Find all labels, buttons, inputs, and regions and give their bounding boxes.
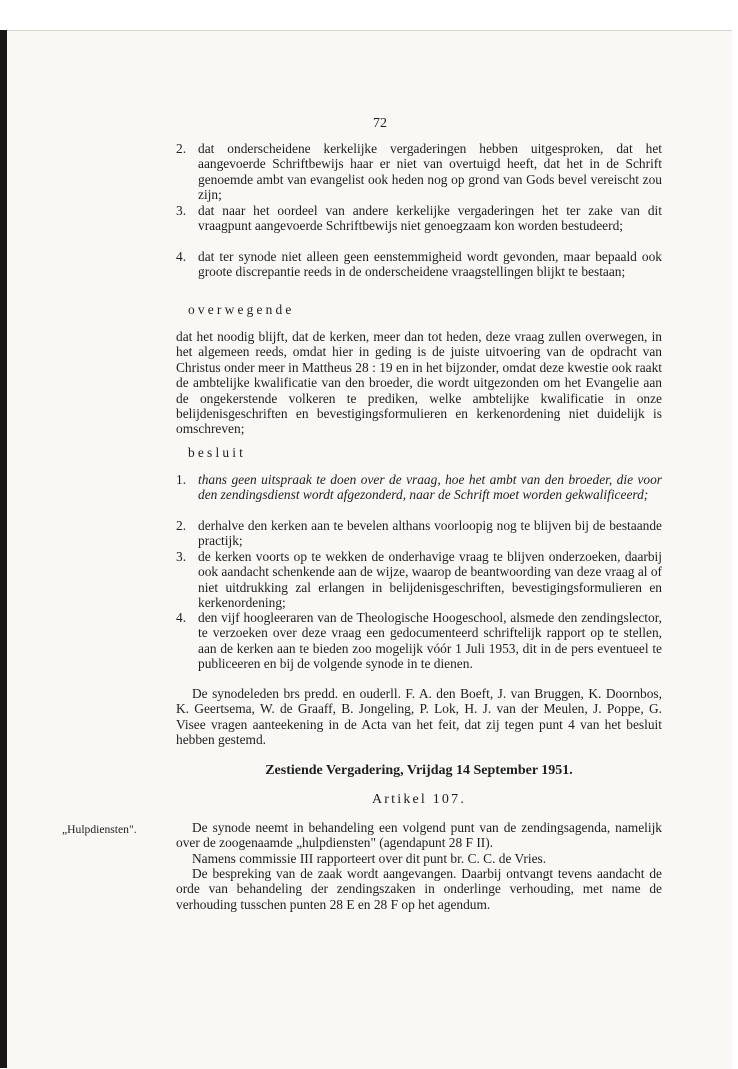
list-item-number: 4. [176, 610, 187, 625]
margin-note: „Hulpdiensten". [62, 823, 137, 836]
list-item-number: 2. [176, 518, 187, 533]
list-item-text: derhalve den kerken aan te bevelen althans voorloopig nog te blijven bij de bestaande practijk; [198, 518, 662, 549]
list-item-number: 4. [176, 249, 187, 264]
besluit-label: besluit [188, 445, 247, 460]
artikel-heading: Artikel 107. [371, 792, 467, 807]
list-item-text: dat ter synode niet alleen geen eenstemmigheid wordt gevonden, maar bepaald ook groote discrepantie reeds in de onderscheidene vraagstellingen blijkt te bestaan; [198, 249, 662, 280]
closing-paragraph: Namens commissie III rapporteert over dit punt br. C. C. de Vries. [192, 851, 547, 866]
list-item-text: den vijf hoogleeraren van de Theologische Hoogeschool, alsmede den zendingslector, te verzoeken over deze vraag een gedocumenteerd schriftelijk rapport op te stellen, aan de kerken aan te bieden zoo mogelijk vóór 1 Juli 1953, dit in de pers eventueel te publiceeren en bij de volgende synode in te dienen. [198, 610, 662, 671]
list-item-text: de kerken voorts op te wekken de onderhavige vraag te blijven onderzoeken, daarbij ook aandacht schenkende aan de wijze, waarop de beantwoording van deze vraag al of niet uitdrukking zal erlangen in belijdenisgeschriften, bevestigingsformulieren en kerkenordening; [198, 549, 662, 610]
scan-border-left [0, 30, 7, 1068]
overwegende-label: overwegende [188, 302, 295, 317]
page-number: 72 [373, 116, 387, 131]
list-item-number: 3. [176, 549, 187, 564]
list-item-number: 3. [176, 203, 187, 218]
list-item-text: dat naar het oordeel van andere kerkelijke vergaderingen het ter zake van dit vraagpunt aangevoerde Schriftbewijs niet genoegzaam kon worden bestudeerd; [198, 203, 662, 234]
list-item-text: dat onderscheidene kerkelijke vergaderingen hebben uitgesproken, dat het aangevoerde Schriftbewijs haar er niet van overtuigd heeft, dat het in de Schrift genoemde ambt van evangelist ook heden nog op grond van Gods bevel vereischt zou zijn; [198, 141, 662, 202]
meeting-heading: Zestiende Vergadering, Vrijdag 14 September 1951. [265, 763, 573, 778]
closing-paragraph: De synode neemt in behandeling een volgend punt van de zendingsagenda, namelijk over de zoogenaamde „hulpdiensten" (agendapunt 28 F II). [176, 820, 662, 851]
list-item-text: thans geen uitspraak te doen over de vraag, hoe het ambt van den broeder, die voor den zendingsdienst wordt afgezonderd, naar de Schrift moet worden gekwalificeerd; [198, 472, 662, 503]
closing-paragraph: De bespreking van de zaak wordt aangevangen. Daarbij ontvangt tevens aandacht de orde van behandeling der zendingszaken in onderlinge verhouding, met name de verhouding tusschen punten 28 E en 28 F op het agendum. [176, 866, 662, 912]
list-item-number: 1. [176, 472, 187, 487]
scan-border-top [0, 0, 738, 30]
list-item-number: 2. [176, 141, 187, 156]
aanteekening-paragraph: De synodeleden brs predd. en ouderll. F. A. den Boeft, J. van Bruggen, K. Doornbos, K. Geertsema, W. de Graaff, B. Jongeling, P. Lok, H. J. van der Meulen, J. Poppe, G. Visee vragen aanteekening in de Acta van het feit, dat zij tegen punt 4 van het besluit hebben gestemd. [176, 686, 662, 748]
overwegende-paragraph: dat het noodig blijft, dat de kerken, meer dan tot heden, deze vraag zullen overwegen, in het algemeen reeds, omdat hier in geding is de juiste uitvoering van de opdracht van Christus onder meer in Mattheus 28 : 19 en in het bijzonder, omdat deze kwestie ook raakt de ambtelijke kwalificatie van den broeder, die wordt uitgezonden om het Evangelie aan de ongekerstende volkeren te prediken, welke ambtelijke kwalificatie in onze belijdenisgeschriften en bevestigingsformulieren en kerkenordening niet duidelijk is omschreven; [176, 329, 662, 437]
